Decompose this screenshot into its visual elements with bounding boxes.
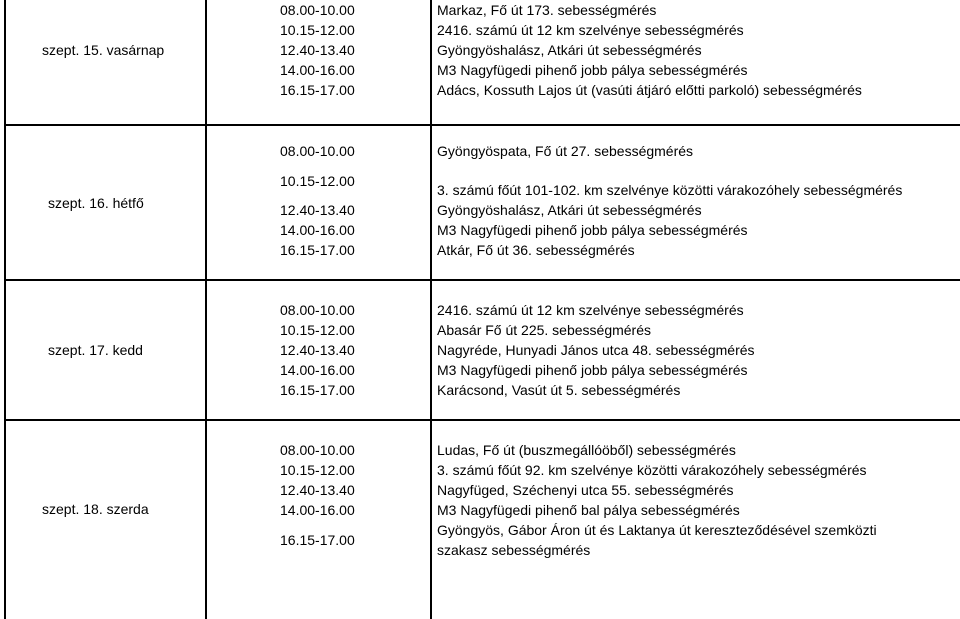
- location-cell: 2416. számú út 12 km szelvénye sebességmérés: [437, 302, 744, 318]
- location-cell: 2416. számú út 12 km szelvénye sebességmérés: [437, 22, 744, 38]
- location-cell: Gyöngyöshalász, Atkári út sebességmérés: [437, 202, 702, 218]
- day-separator-1: [4, 124, 960, 126]
- time-cell: 14.00-16.00: [280, 502, 355, 518]
- location-cell: M3 Nagyfügedi pihenő jobb pálya sebességmérés: [437, 222, 748, 238]
- location-cell: Atkár, Fő út 36. sebességmérés: [437, 242, 635, 258]
- day-label: szept. 16. hétfő: [48, 195, 144, 211]
- time-cell: 12.40-13.40: [280, 202, 355, 218]
- time-column-border: [205, 0, 207, 619]
- day-label: szept. 18. szerda: [42, 501, 149, 517]
- day-separator-3: [4, 419, 960, 421]
- time-cell: 16.15-17.00: [280, 382, 355, 398]
- time-cell: 10.15-12.00: [280, 173, 355, 189]
- time-cell: 08.00-10.00: [280, 2, 355, 18]
- location-cell: Karácsond, Vasút út 5. sebességmérés: [437, 382, 681, 398]
- location-cell: 3. számú főút 101-102. km szelvénye közötti várakozóhely sebességmérés: [437, 182, 903, 198]
- time-cell: 16.15-17.00: [280, 532, 355, 548]
- time-cell: 16.15-17.00: [280, 82, 355, 98]
- location-cell: Markaz, Fő út 173. sebességmérés: [437, 2, 657, 18]
- time-cell: 10.15-12.00: [280, 22, 355, 38]
- location-cell: Ludas, Fő út (buszmegállóöből) sebességmérés: [437, 442, 736, 458]
- time-cell: 14.00-16.00: [280, 62, 355, 78]
- time-cell: 08.00-10.00: [280, 302, 355, 318]
- location-cell: M3 Nagyfügedi pihenő jobb pálya sebességmérés: [437, 362, 748, 378]
- time-cell: 08.00-10.00: [280, 143, 355, 159]
- time-cell: 10.15-12.00: [280, 462, 355, 478]
- location-cell: Gyöngyöspata, Fő út 27. sebességmérés: [437, 143, 694, 159]
- location-cell: Gyöngyös, Gábor Áron út és Laktanya út kereszteződésével szemközti: [437, 522, 877, 538]
- location-cell-continuation: szakasz sebességmérés: [437, 542, 591, 558]
- time-cell: 16.15-17.00: [280, 242, 355, 258]
- location-cell: Gyöngyöshalász, Atkári út sebességmérés: [437, 42, 702, 58]
- location-cell: Adács, Kossuth Lajos út (vasúti átjáró előtti parkoló) sebességmérés: [437, 82, 862, 98]
- location-cell: Abasár Fő út 225. sebességmérés: [437, 322, 652, 338]
- location-cell: M3 Nagyfügedi pihenő bal pálya sebességmérés: [437, 502, 740, 518]
- time-cell: 12.40-13.40: [280, 342, 355, 358]
- location-cell: 3. számú főút 92. km szelvénye közötti várakozóhely sebességmérés: [437, 462, 867, 478]
- day-label: szept. 15. vasárnap: [42, 42, 165, 58]
- time-cell: 12.40-13.40: [280, 42, 355, 58]
- day-separator-2: [4, 279, 960, 281]
- location-column-border: [430, 0, 432, 619]
- location-cell: M3 Nagyfügedi pihenő jobb pálya sebességmérés: [437, 62, 748, 78]
- time-cell: 14.00-16.00: [280, 362, 355, 378]
- time-cell: 08.00-10.00: [280, 442, 355, 458]
- time-cell: 10.15-12.00: [280, 322, 355, 338]
- day-label: szept. 17. kedd: [48, 342, 143, 358]
- left-border: [4, 0, 6, 619]
- location-cell: Nagyréde, Hunyadi János utca 48. sebességmérés: [437, 342, 755, 358]
- time-cell: 14.00-16.00: [280, 222, 355, 238]
- time-cell: 12.40-13.40: [280, 482, 355, 498]
- location-cell: Nagyfüged, Széchenyi utca 55. sebességmérés: [437, 482, 734, 498]
